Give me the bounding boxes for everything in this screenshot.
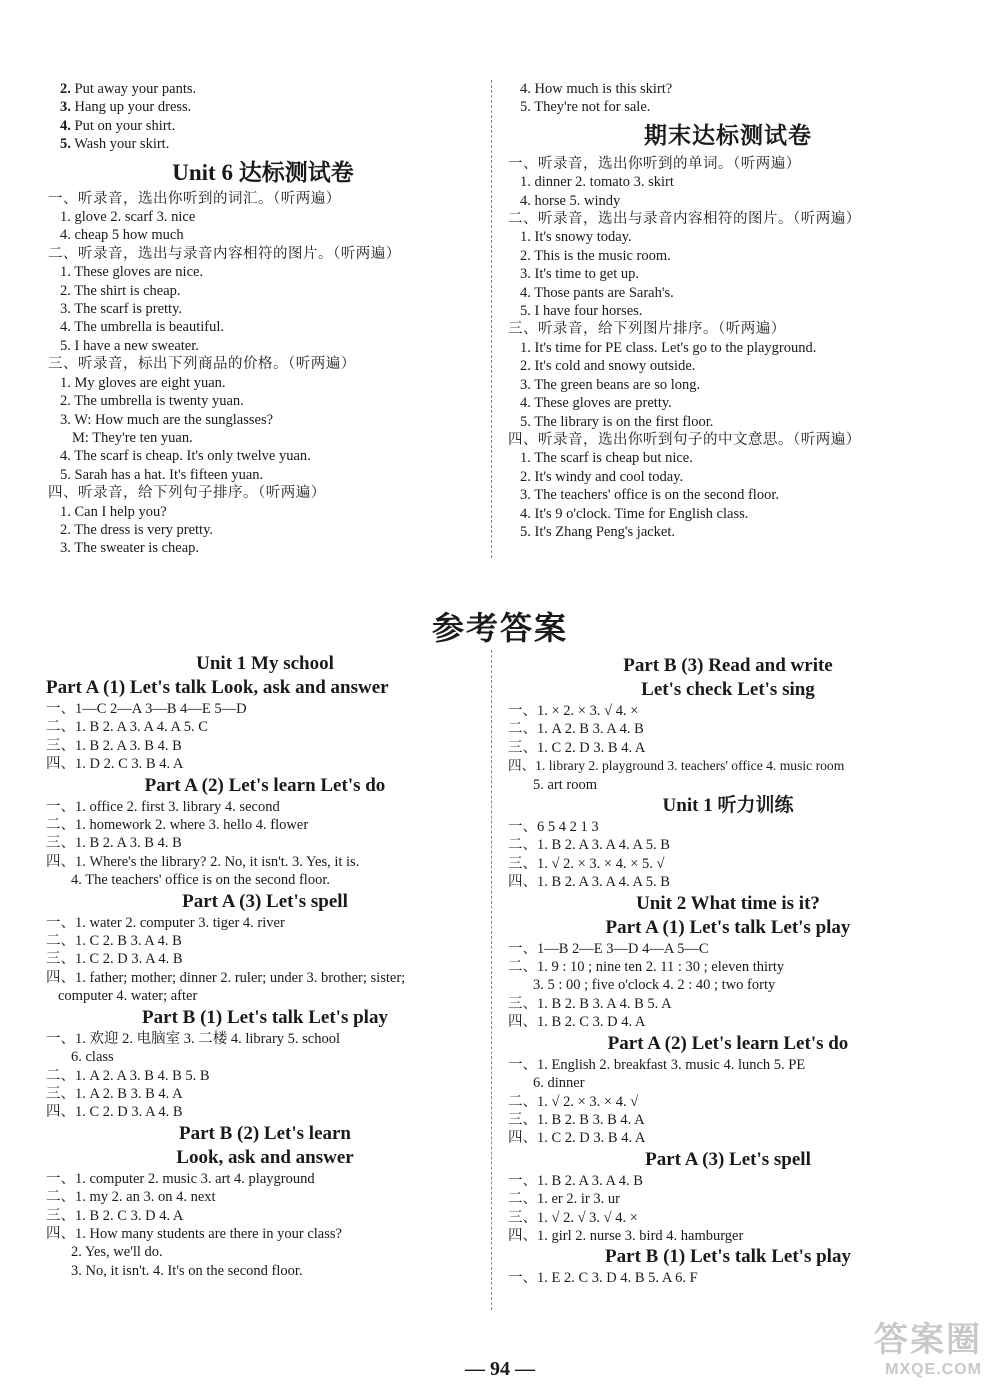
answer-line: 四、1. library 2. playground 3. teachers' office 4. music room (508, 758, 845, 774)
answer-line: 2. Yes, we'll do. (71, 1244, 163, 1261)
answer-line: 4. How much is this skirt? (520, 81, 673, 97)
answer-line: 1. It's time for PE class. Let's go to the playground. (520, 339, 817, 356)
section-heading: 四、听录音，选出你听到句子的中文意思。（听两遍） (508, 431, 861, 448)
answer-line: 1. These gloves are nice. (60, 264, 204, 281)
answer-line: 5. I have four horses. (520, 303, 643, 320)
answer-line: 三、1. B 2. A 3. B 4. B (46, 737, 182, 754)
column-divider (491, 650, 492, 1310)
list-item-line: 5. Wash your skirt. (60, 136, 170, 153)
list-item-line: 2. Put away your pants. (60, 81, 197, 97)
answer-key-title: 参考答案 (431, 610, 568, 646)
answer-line: 4. It's 9 o'clock. Time for English class. (520, 505, 749, 522)
answer-line: 一、1. 欢迎 2. 电脑室 3. 二楼 4. library 5. school (46, 1030, 341, 1047)
answer-line: 三、1. A 2. B 3. B 4. A (46, 1085, 183, 1102)
answer-line: 四、1. How many students are there in your class? (46, 1225, 342, 1242)
section-heading: 二、听录音，选出与录音内容相符的图片。（听两遍） (48, 245, 401, 262)
answer-line: 4. horse 5. windy (520, 192, 621, 209)
answer-line: 1. My gloves are eight yuan. (60, 374, 226, 391)
answer-line: 1. It's snowy today. (520, 229, 632, 246)
answer-line: 3. The teachers' office is on the second floor. (520, 487, 779, 504)
part-heading: Part B (2) Let's learn (178, 1122, 351, 1144)
part-heading: Part A (2) Let's learn Let's do (144, 774, 386, 796)
answer-line: 二、1. C 2. B 3. A 4. B (46, 933, 182, 950)
answer-line: 一、1. office 2. first 3. library 4. second (46, 798, 280, 815)
unit6-title: Unit 6 达标测试卷 (172, 159, 354, 185)
answer-line: 6. class (71, 1049, 114, 1066)
list-item (48, 80, 478, 154)
top-right-column (508, 80, 948, 541)
part-heading: Part B (1) Let's talk Let's play (605, 1246, 851, 1268)
answer-line: 二、1. my 2. an 3. on 4. next (46, 1189, 216, 1206)
watermark-text: 答案圈 (874, 1321, 982, 1359)
answer-line: 三、1. C 2. D 3. B 4. A (508, 739, 646, 756)
watermark-logo (874, 1312, 982, 1379)
answer-line: 四、1. D 2. C 3. B 4. A (46, 756, 184, 773)
answer-line: computer 4. water; after (58, 988, 198, 1005)
answer-line: 二、1. B 2. A 3. A 4. A 5. C (46, 719, 208, 736)
answer-line: 2. The dress is very pretty. (60, 521, 214, 538)
answer-line: 5. art room (533, 776, 598, 793)
answer-line: 2. This is the music room. (520, 247, 671, 264)
final-exam-title: 期末达标测试卷 (644, 122, 812, 148)
top-left-column (48, 80, 478, 558)
answer-line: 3. The green beans are so long. (520, 376, 701, 393)
answer-line: 三、1. B 2. C 3. D 4. A (46, 1207, 184, 1224)
answer-line: 一、1—B 2—E 3—D 4—A 5—C (508, 940, 709, 957)
part-heading: Part A (3) Let's spell (182, 890, 348, 912)
section-heading: 四、听录音，给下列句子排序。（听两遍） (48, 485, 326, 502)
answer-line: 4. These gloves are pretty. (520, 395, 672, 412)
answer-line: 二、1. A 2. B 3. A 4. B (508, 721, 644, 738)
watermark-url: MXQE.COM (885, 1361, 982, 1378)
answer-line: 5. Sarah has a hat. It's fifteen yuan. (60, 466, 264, 483)
answer-line: 二、1. 9 : 10 ; nine ten 2. 11 : 30 ; eleven thirty (508, 959, 785, 976)
answer-line: 1. The scarf is cheap but nice. (520, 450, 693, 467)
answer-line: 1. dinner 2. tomato 3. skirt (520, 174, 674, 191)
answer-line: 2. The shirt is cheap. (60, 282, 181, 299)
part-heading: Let's check Let's sing (641, 679, 815, 700)
answer-line: 3. The sweater is cheap. (60, 540, 200, 557)
answer-line: 四、1. father; mother; dinner 2. ruler; under 3. brother; sister; (46, 969, 406, 986)
answer-line: 3. It's time to get up. (520, 266, 640, 283)
answer-line: 四、1. C 2. D 3. B 4. A (508, 1130, 646, 1147)
answer-line: 三、1. C 2. D 3. A 4. B (46, 951, 183, 968)
answer-line: 6. dinner (533, 1075, 585, 1092)
section-heading: 三、听录音，给下列图片排序。（听两遍） (508, 321, 786, 338)
answer-line: 一、1. B 2. A 3. A 4. B (508, 1172, 643, 1189)
section-heading: 一、听录音，选出你听到的词汇。（听两遍） (48, 190, 341, 207)
section-heading: 一、听录音，选出你听到的单词。（听两遍） (508, 155, 801, 172)
unit1-title: Unit 1 My school (196, 653, 334, 674)
page-number: — 94 — (465, 1358, 535, 1380)
part-heading: Part B (3) Read and write (623, 655, 833, 676)
answer-line: 5. The library is on the first floor. (520, 413, 714, 430)
answer-line: 3. No, it isn't. 4. It's on the second floor. (71, 1262, 303, 1279)
answer-line: 二、1. A 2. A 3. B 4. B 5. B (46, 1067, 210, 1084)
answer-line: 四、1. girl 2. nurse 3. bird 4. hamburger (508, 1227, 744, 1244)
answer-line: 一、6 5 4 2 1 3 (508, 819, 599, 836)
answer-line: 二、1. homework 2. where 3. hello 4. flower (46, 817, 309, 834)
column-divider (491, 80, 492, 558)
part-heading: Look, ask and answer (176, 1146, 354, 1168)
answer-line: 2. It's windy and cool today. (520, 468, 684, 485)
answer-line: 4. The scarf is cheap. It's only twelve yuan. (60, 448, 311, 465)
answer-line: 3. W: How much are the sunglasses? (60, 411, 274, 428)
answer-line: 四、1. B 2. A 3. A 4. A 5. B (508, 874, 670, 891)
answer-line: 四、1. C 2. D 3. A 4. B (46, 1104, 183, 1121)
answer-line: 2. It's cold and snowy outside. (520, 358, 696, 375)
section-heading: 三、听录音，标出下列商品的价格。（听两遍） (48, 356, 356, 373)
answer-line: 二、1. B 2. A 3. A 4. A 5. B (508, 837, 670, 854)
section-heading: 二、听录音，选出与录音内容相符的图片。（听两遍） (508, 211, 861, 228)
bottom-right-column (508, 654, 948, 1288)
part-heading: Part A (1) Let's talk Look, ask and answer (46, 677, 389, 698)
answer-line: 一、1. water 2. computer 3. tiger 4. river (46, 914, 285, 931)
answer-line: 三、1. √ 2. × 3. × 4. × 5. √ (508, 855, 665, 872)
answer-line: 二、1. √ 2. × 3. × 4. √ (508, 1093, 639, 1110)
answer-line: 一、1. E 2. C 3. D 4. B 5. A 6. F (508, 1270, 698, 1287)
part-heading: Part B (1) Let's talk Let's play (142, 1006, 388, 1028)
part-heading: Part A (3) Let's spell (645, 1148, 811, 1170)
answer-line: 三、1. B 2. B 3. B 4. A (508, 1111, 645, 1128)
answer-line: 二、1. er 2. ir 3. ur (508, 1191, 620, 1208)
bottom-left-column (46, 652, 484, 1280)
answer-line: 1. Can I help you? (60, 503, 167, 520)
unit2-title: Unit 2 What time is it? (636, 892, 820, 914)
answer-line: 4. The teachers' office is on the second floor. (71, 872, 330, 889)
answer-line: 2. The umbrella is twenty yuan. (60, 393, 244, 410)
answer-line: 5. It's Zhang Peng's jacket. (520, 523, 676, 540)
answer-line: 4. The umbrella is beautiful. (60, 319, 225, 336)
answer-line: 一、1. English 2. breakfast 3. music 4. lunch 5. PE (508, 1056, 806, 1073)
answer-line: 三、1. B 2. A 3. B 4. B (46, 835, 182, 852)
answer-line: 一、1. × 2. × 3. √ 4. × (508, 703, 639, 719)
answer-line: 三、1. √ 2. √ 3. √ 4. × (508, 1209, 638, 1226)
answer-line: 3. The scarf is pretty. (60, 301, 183, 318)
list-item-line: 3. Hang up your dress. (60, 99, 192, 116)
answer-line: 三、1. B 2. B 3. A 4. B 5. A (508, 995, 672, 1012)
answer-line: 四、1. B 2. C 3. D 4. A (508, 1014, 646, 1031)
answer-line: 1. glove 2. scarf 3. nice (60, 209, 196, 226)
answer-line: 4. Those pants are Sarah's. (520, 284, 674, 301)
unit1-listening-title: Unit 1 听力训练 (662, 795, 794, 817)
answer-line: 5. They're not for sale. (520, 99, 651, 116)
answer-line: 一、1. computer 2. music 3. art 4. playground (46, 1170, 315, 1187)
answer-line: 5. I have a new sweater. (60, 337, 199, 354)
answer-line: 一、1—C 2—A 3—B 4—E 5—D (46, 701, 247, 717)
answer-line: M: They're ten yuan. (72, 429, 193, 446)
answer-line: 3. 5 : 00 ; five o'clock 4. 2 : 40 ; two forty (533, 977, 776, 994)
answer-line: 四、1. Where's the library? 2. No, it isn't. 3. Yes, it is. (46, 853, 360, 870)
part-heading: Part A (2) Let's learn Let's do (607, 1032, 849, 1054)
list-item-line: 4. Put on your shirt. (60, 117, 176, 134)
answer-line: 4. cheap 5 how much (60, 227, 184, 244)
part-heading: Part A (1) Let's talk Let's play (605, 916, 851, 938)
